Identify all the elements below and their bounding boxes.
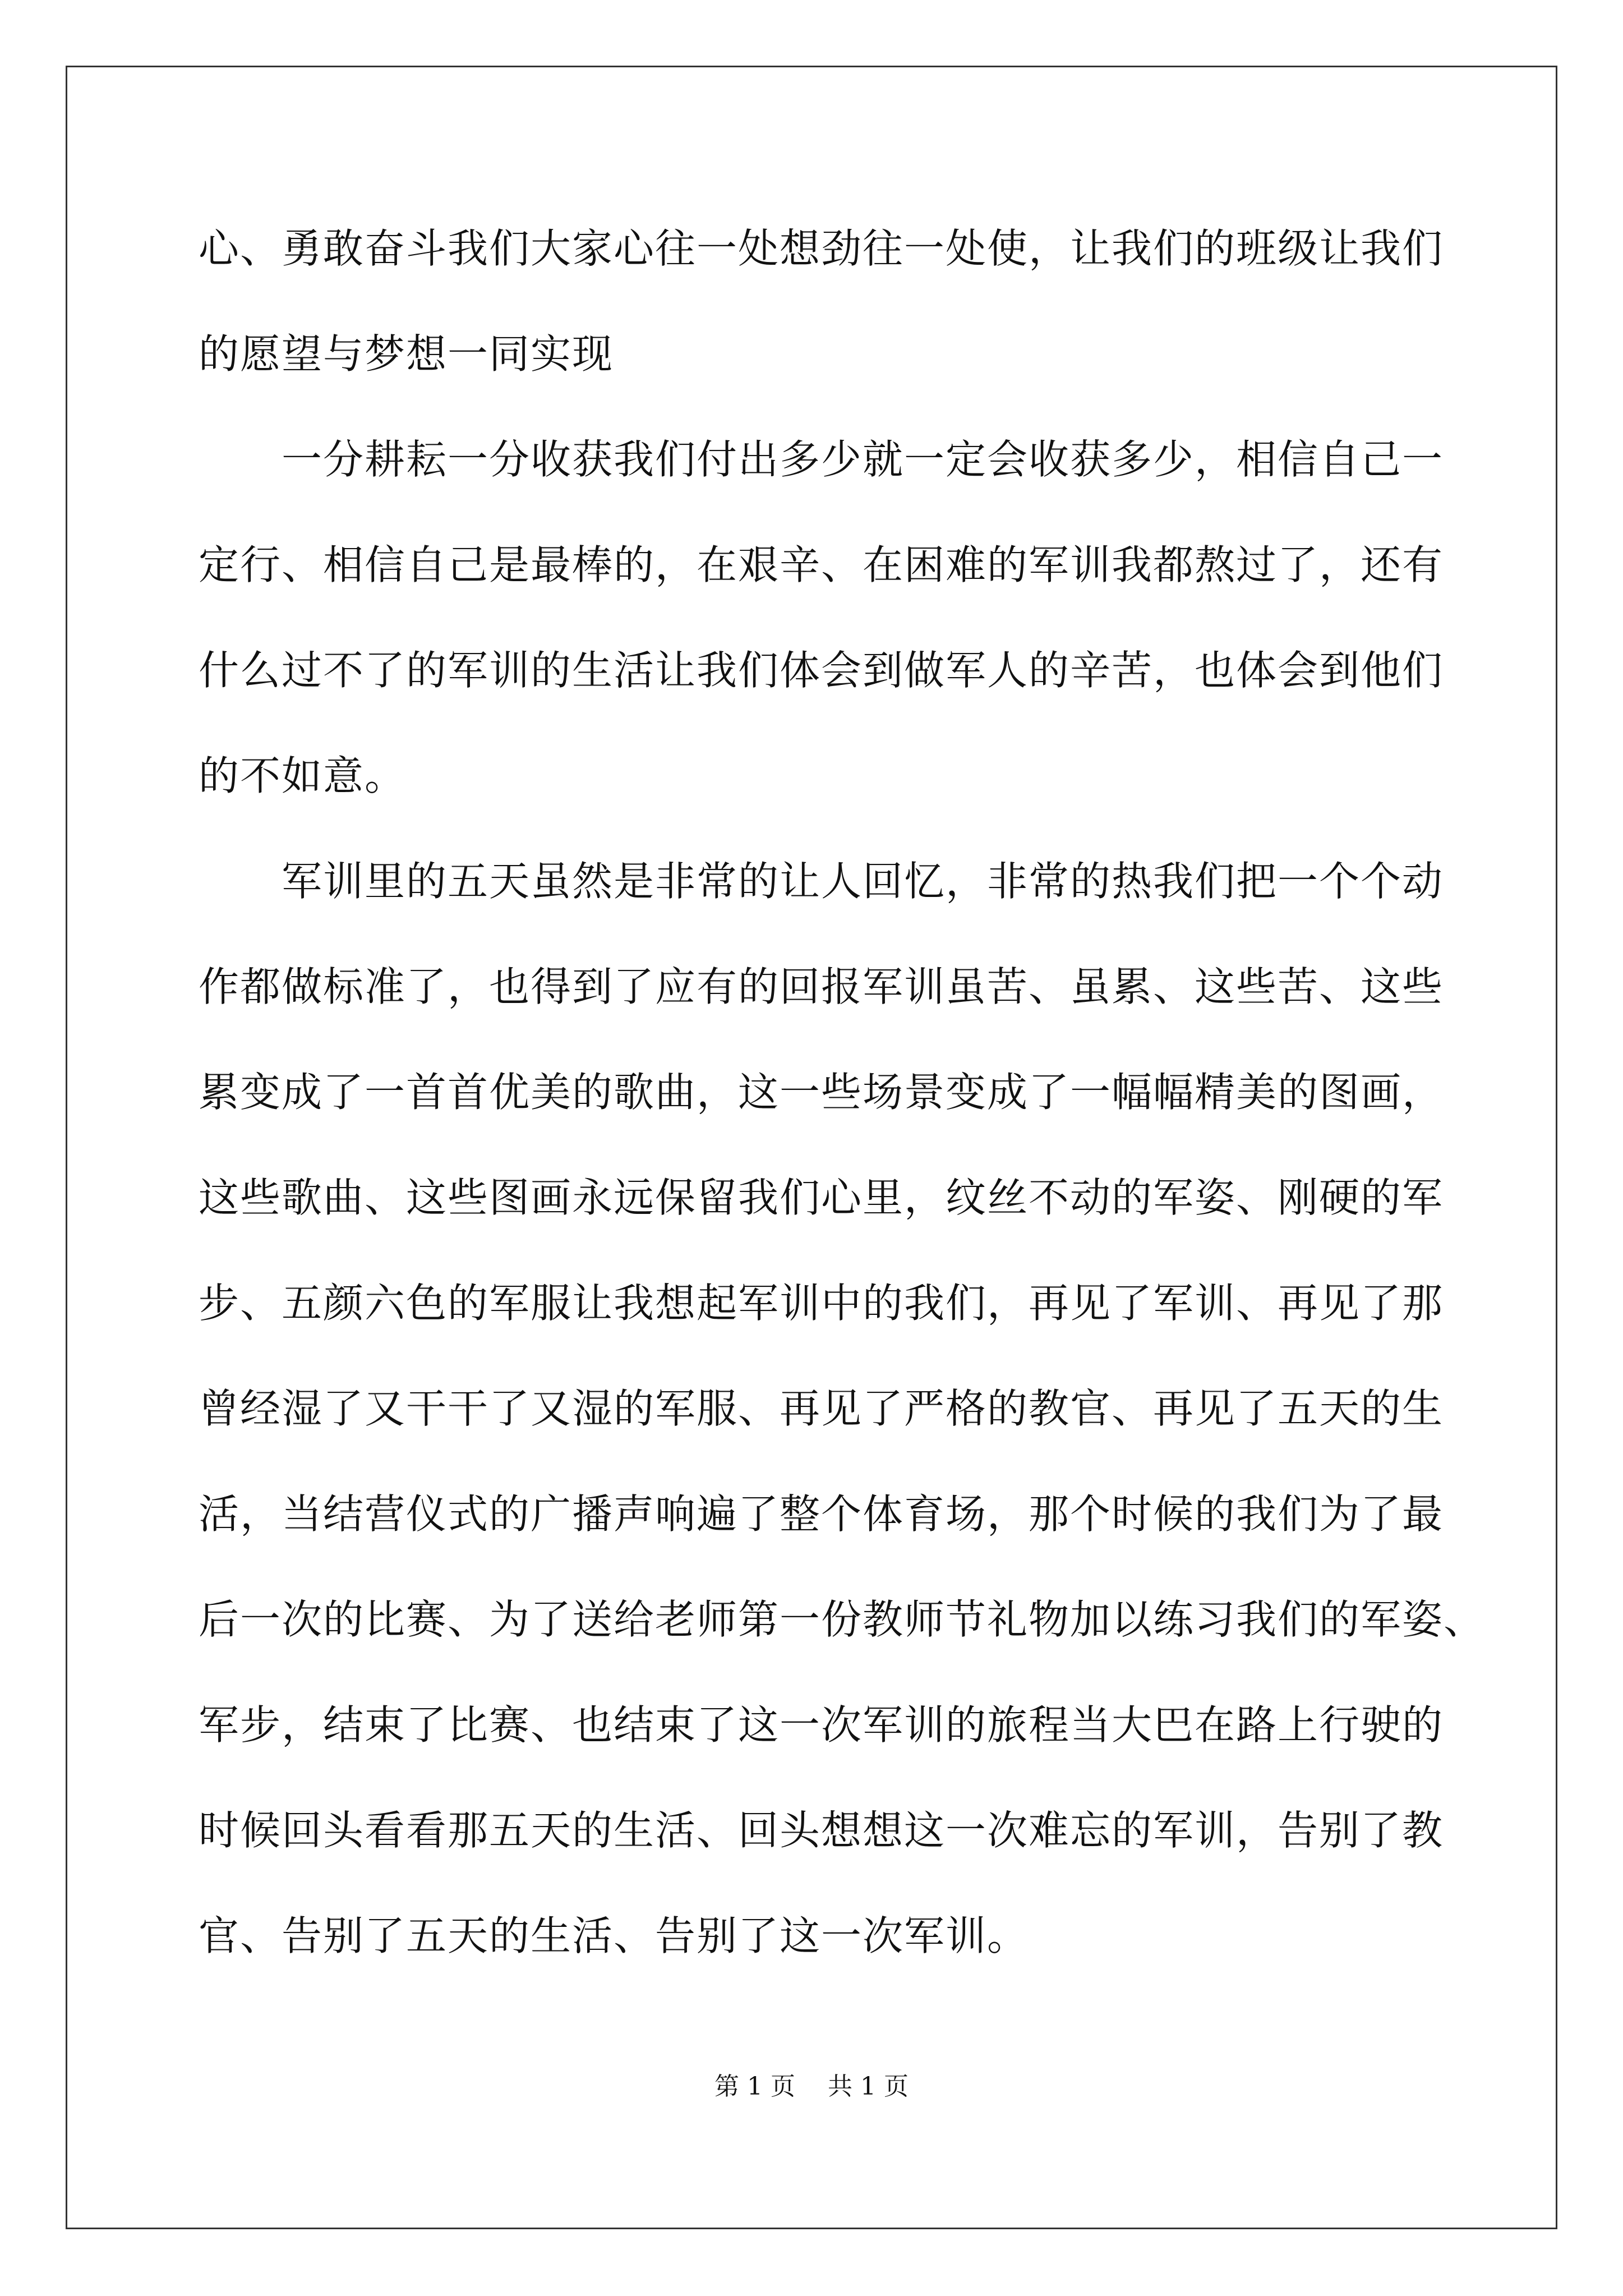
page-number-footer: 第 1 页 共 1 页: [714, 2072, 909, 2101]
text-line: 一分耕耘一分收获我们付出多少就一定会收获多少，相信自己一: [199, 436, 1444, 483]
text-line: 曾经湿了又干干了又湿的军服、再见了严格的教官、再见了五天的生: [199, 1385, 1444, 1432]
text-line: 心、勇敢奋斗我们大家心往一处想劲往一处使，让我们的班级让我们: [199, 225, 1444, 272]
text-line: 这些歌曲、这些图画永远保留我们心里，纹丝不动的军姿、刚硬的军: [199, 1174, 1444, 1221]
text-line: 后一次的比赛、为了送给老师第一份教师节礼物加以练习我们的军姿、: [199, 1596, 1486, 1643]
text-line: 定行、相信自己是最棒的，在艰辛、在困难的军训我都熬过了，还有: [199, 541, 1444, 588]
text-line: 军训里的五天虽然是非常的让人回忆，非常的热我们把一个个动: [199, 858, 1444, 905]
text-line: 的不如意。: [199, 752, 407, 799]
text-line: 的愿望与梦想一同实现: [199, 330, 614, 378]
text-line: 活，当结营仪式的广播声响遍了整个体育场，那个时候的我们为了最: [199, 1490, 1444, 1538]
text-line: 作都做标准了，也得到了应有的回报军训虽苦、虽累、这些苦、这些: [199, 963, 1444, 1010]
text-line: 军步，结束了比赛、也结束了这一次军训的旅程当大巴在路上行驶的: [199, 1701, 1444, 1749]
text-line: 官、告别了五天的生活、告别了这一次军训。: [199, 1912, 1029, 1959]
text-line: 时候回头看看那五天的生活、回头想想这一次难忘的军训，告别了教: [199, 1807, 1444, 1854]
text-line: 累变成了一首首优美的歌曲，这一些场景变成了一幅幅精美的图画，: [199, 1069, 1444, 1116]
text-line: 什么过不了的军训的生活让我们体会到做军人的辛苦，也体会到他们: [199, 647, 1444, 694]
page-border: [66, 66, 1557, 2229]
text-line: 步、五颜六色的军服让我想起军训中的我们，再见了军训、再见了那: [199, 1280, 1444, 1327]
